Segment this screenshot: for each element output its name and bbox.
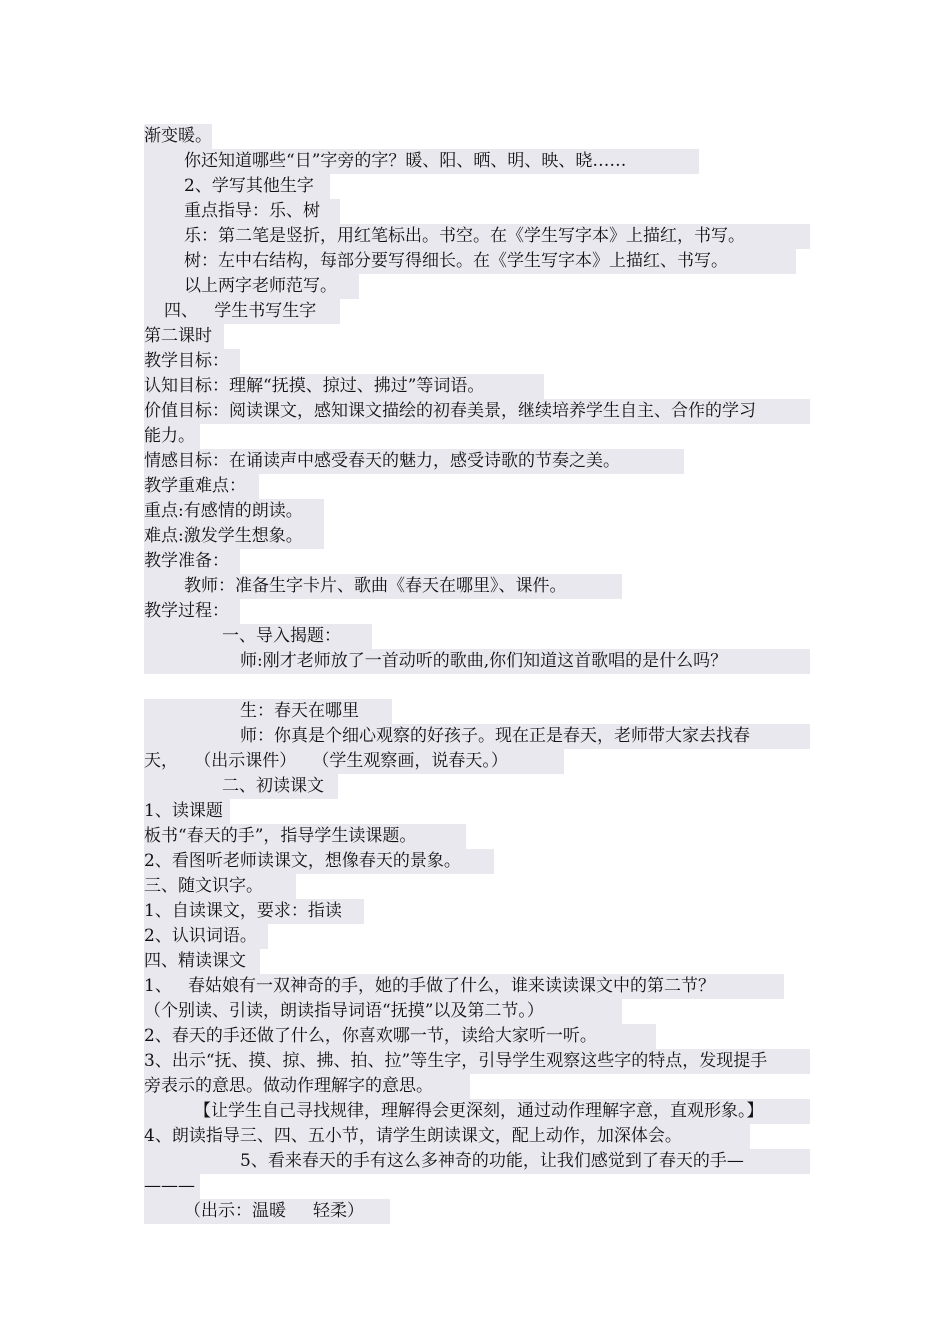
line-text: 价值目标：阅读课文，感知课文描绘的初春美景，继续培养学生自主、合作的学习 <box>144 399 810 424</box>
text-line <box>144 1199 810 1224</box>
line-text: 二、初读课文 <box>144 774 338 799</box>
line-text: 重点:有感情的朗读。 <box>144 499 324 524</box>
text-line <box>144 424 810 449</box>
text-line <box>144 449 810 474</box>
text-line <box>144 549 810 574</box>
line-text: 教师：准备生字卡片、歌曲《春天在哪里》、课件。 <box>144 574 622 599</box>
line-text: 重点指导：乐、树 <box>144 199 340 224</box>
text-line <box>144 1149 810 1174</box>
line-text: 2、认识词语。 <box>144 924 268 949</box>
line-text: 5、看来春天的手有这么多神奇的功能，让我们感觉到了春天的手— <box>144 1149 810 1174</box>
text-line <box>144 1074 810 1099</box>
text-line <box>144 524 810 549</box>
line-text: （个别读、引读，朗读指导词语“抚摸”以及第二节。） <box>144 999 622 1024</box>
line-text: 1、自读课文，要求：指读 <box>144 899 364 924</box>
text-line <box>144 474 810 499</box>
text-line <box>144 874 810 899</box>
text-line <box>144 949 810 974</box>
text-line <box>144 849 810 874</box>
text-line <box>144 749 810 774</box>
text-line <box>144 299 810 324</box>
text-line <box>144 649 810 674</box>
line-text: 板书“春天的手”，指导学生读课题。 <box>144 824 466 849</box>
text-line <box>144 1099 810 1124</box>
text-line <box>144 674 810 699</box>
text-line <box>144 499 810 524</box>
text-line <box>144 724 810 749</box>
text-line <box>144 599 810 624</box>
text-line <box>144 924 810 949</box>
text-line <box>144 799 810 824</box>
line-text: 2、学写其他生字 <box>144 174 330 199</box>
text-line <box>144 574 810 599</box>
text-line <box>144 999 810 1024</box>
text-line <box>144 224 810 249</box>
line-text: 一、导入揭题： <box>144 624 372 649</box>
line-text: 以上两字老师范写。 <box>144 274 359 299</box>
line-text: 教学过程： <box>144 599 240 624</box>
text-line <box>144 399 810 424</box>
line-text: 1、 春姑娘有一双神奇的手，她的手做了什么，谁来读读课文中的第二节？ <box>144 974 784 999</box>
line-text: 三、随文识字。 <box>144 874 296 899</box>
line-text: 四、 学生书写生字 <box>144 299 340 324</box>
line-text: ——— <box>144 1174 200 1199</box>
line-text: 你还知道哪些“日”字旁的字？暖、阳、晒、明、映、晓…… <box>144 149 699 174</box>
line-text: 天， （出示课件） （学生观察画，说春天。） <box>144 749 564 774</box>
line-text: 2、春天的手还做了什么，你喜欢哪一节，读给大家听一听。 <box>144 1024 656 1049</box>
line-text: 认知目标：理解“抚摸、掠过、拂过”等词语。 <box>144 374 544 399</box>
line-text: 难点:激发学生想象。 <box>144 524 324 549</box>
text-line <box>144 374 810 399</box>
text-line <box>144 624 810 649</box>
text-line <box>144 324 810 349</box>
text-line <box>144 249 810 274</box>
line-text: 树：左中右结构，每部分要写得细长。在《学生写字本》上描红、书写。 <box>144 249 796 274</box>
line-text: 教学目标： <box>144 349 240 374</box>
text-line <box>144 1124 810 1149</box>
text-line <box>144 124 810 149</box>
line-text: 教学重难点： <box>144 474 259 499</box>
text-line <box>144 174 810 199</box>
text-line <box>144 824 810 849</box>
text-line <box>144 899 810 924</box>
line-text: 渐变暖。 <box>144 124 212 149</box>
text-line <box>144 774 810 799</box>
line-text: 1、读课题 <box>144 799 230 824</box>
line-text: 【让学生自己寻找规律，理解得会更深刻，通过动作理解字意，直观形象。】 <box>144 1099 810 1124</box>
text-line <box>144 199 810 224</box>
line-text: 情感目标：在诵读声中感受春天的魅力，感受诗歌的节奏之美。 <box>144 449 684 474</box>
document-body <box>144 124 810 1224</box>
line-text: 第二课时 <box>144 324 224 349</box>
text-line <box>144 699 810 724</box>
line-text: 2、看图听老师读课文，想像春天的景象。 <box>144 849 494 874</box>
line-text: 生：春天在哪里 <box>144 699 392 724</box>
text-line <box>144 1174 810 1199</box>
text-line <box>144 149 810 174</box>
line-text: 乐：第二笔是竖折，用红笔标出。书空。在《学生写字本》上描红，书写。 <box>144 224 810 249</box>
text-line <box>144 974 810 999</box>
line-text: 教学准备： <box>144 549 240 574</box>
line-text: 四、精读课文 <box>144 949 260 974</box>
line-text: 4、朗读指导三、四、五小节，请学生朗读课文，配上动作，加深体会。 <box>144 1124 750 1149</box>
text-line <box>144 349 810 374</box>
line-text: 师：你真是个细心观察的好孩子。现在正是春天，老师带大家去找春 <box>144 724 810 749</box>
line-text: 旁表示的意思。做动作理解字的意思。 <box>144 1074 470 1099</box>
line-text: 能力。 <box>144 424 200 449</box>
text-line <box>144 274 810 299</box>
line-text: 3、出示“抚、摸、掠、拂、拍、拉”等生字，引导学生观察这些字的特点，发现提手 <box>144 1049 810 1074</box>
text-line <box>144 1024 810 1049</box>
line-text: （出示：温暖 轻柔） <box>144 1199 390 1224</box>
line-text: 师:刚才老师放了一首动听的歌曲,你们知道这首歌唱的是什么吗？ <box>144 649 810 674</box>
text-line <box>144 1049 810 1074</box>
